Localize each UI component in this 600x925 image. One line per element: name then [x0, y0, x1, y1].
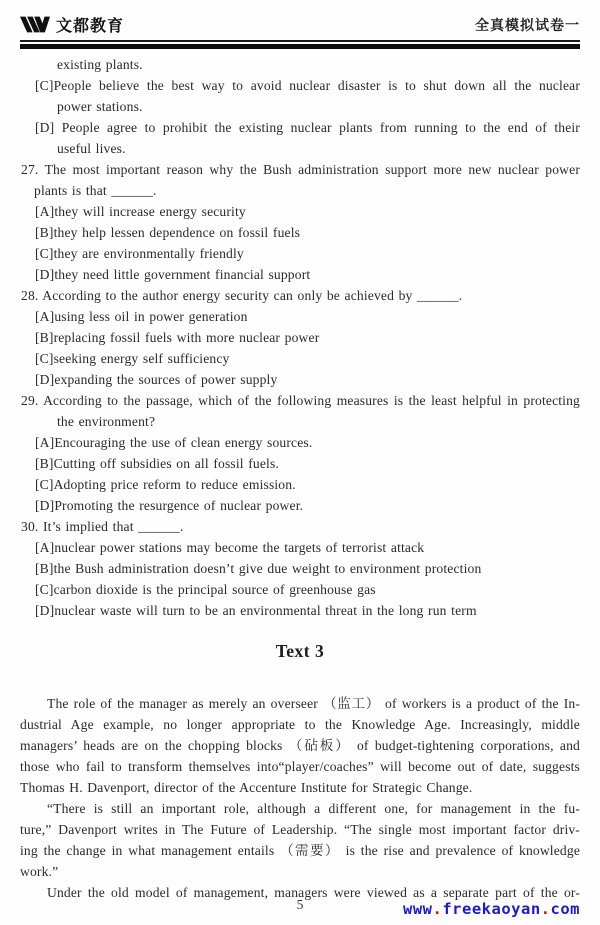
header-rule-thick: [20, 44, 580, 49]
text-line: power stations.: [57, 99, 143, 114]
watermark-url: [403, 900, 580, 918]
paper-edition-title: 全真模拟试卷一: [475, 18, 580, 34]
text-line: [D]they need little government financial support: [35, 267, 311, 282]
text-line: “There is still an important role, although a different one, for management in the fu-: [47, 801, 580, 816]
text-line: useful lives.: [57, 141, 126, 156]
text-line: 27. The most important reason why the Bush administration support more new nuclear power: [21, 162, 580, 177]
text-line: the environment?: [57, 414, 156, 429]
text-line: 30. It’s implied that ______.: [21, 519, 184, 534]
watermark-part: www: [402, 900, 433, 918]
text-line: [B]replacing fossil fuels with more nuclear power: [35, 330, 320, 345]
text-line: 28. According to the author energy security can only be achieved by ______.: [21, 288, 463, 303]
text-line: managers’ heads are on the chopping blocks （砧板） of budget-tightening corporations, and: [20, 738, 580, 753]
watermark-part: freekaoyan: [442, 900, 541, 918]
text-line: [B]Cutting off subsidies on all fossil fuels.: [35, 456, 279, 471]
text-line: Under the old model of management, managers were viewed as a separate part of the or-: [47, 885, 580, 900]
text-line: plants is that ______.: [34, 183, 157, 198]
text-line: dustrial Age example, no longer appropriate to the Knowledge Age. Increasingly, middle: [20, 717, 580, 732]
page-number: 5: [296, 897, 304, 912]
brand-name: 文都教育: [56, 18, 125, 35]
document-lines: [20, 54, 580, 903]
text-line: those who fail to transform themselves into“player/coaches” will become out of date, suggests: [20, 759, 580, 774]
header-rule-thin: [20, 40, 580, 42]
text-line: [C]they are environmentally friendly: [35, 246, 244, 261]
page-header: [20, 13, 580, 36]
text-line: [A]Encouraging the use of clean energy sources.: [35, 435, 313, 450]
text-line: [B]they help lessen dependence on fossil fuels: [35, 225, 301, 240]
text-line: [D] People agree to prohibit the existing nuclear plants from running to the end of their: [35, 120, 580, 135]
text-line: [A]using less oil in power generation: [35, 309, 248, 324]
text-line: ing the change in what management entails （需要） is the rise and prevalence of knowledge: [20, 843, 580, 858]
text-line: Thomas H. Davenport, director of the Accenture Institute for Strategic Change.: [20, 780, 473, 795]
text-line: [B]the Bush administration doesn’t give due weight to environment protection: [35, 561, 482, 576]
text-line: ture,” Davenport writes in The Future of Leadership. “The single most important factor driv-: [20, 822, 580, 837]
text-line: existing plants.: [57, 57, 143, 72]
text-line: [C]Adopting price reform to reduce emission.: [35, 477, 296, 492]
text-line: [A]nuclear power stations may become the targets of terrorist attack: [35, 540, 425, 555]
watermark-part: .: [432, 900, 443, 918]
text-line: [C]seeking energy self sufficiency: [35, 351, 230, 366]
section-heading: Text 3: [275, 641, 325, 661]
text-line: The role of the manager as merely an overseer （监工） of workers is a product of the In-: [47, 696, 580, 711]
text-line: [A]they will increase energy security: [35, 204, 246, 219]
text-line: [C]People believe the best way to avoid nuclear disaster is to shut down all the nuclear: [35, 78, 580, 93]
wendu-logo-icon: [20, 15, 50, 34]
text-line: work.”: [20, 864, 59, 879]
text-line: [C]carbon dioxide is the principal source of greenhouse gas: [35, 582, 376, 597]
watermark-part: com: [550, 900, 580, 918]
text-line: [D]nuclear waste will turn to be an environmental threat in the long run term: [35, 603, 477, 618]
text-line: [D]Promoting the resurgence of nuclear power.: [35, 498, 304, 513]
text-line: [D]expanding the sources of power supply: [35, 372, 278, 387]
text-line: 29. According to the passage, which of the following measures is the least helpful in protecting: [21, 393, 580, 408]
watermark-part: .: [540, 900, 551, 918]
brand-logo: [20, 13, 124, 36]
